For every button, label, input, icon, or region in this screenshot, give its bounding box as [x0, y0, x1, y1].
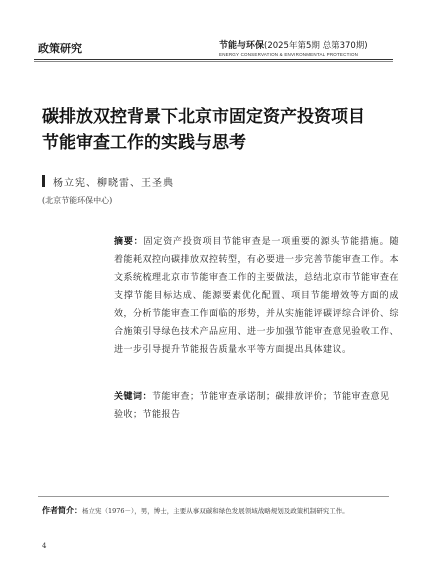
journal-name: 节能与环保	[219, 41, 265, 51]
keywords-label: 关键词：	[114, 392, 153, 402]
affiliation: (北京节能环保中心)	[42, 196, 113, 205]
journal-english-name: ENERGY CONSERVATION & ENVIRONMENTAL PROTECTION	[219, 52, 359, 57]
section-label: 政策研究	[38, 42, 82, 55]
article-title	[42, 104, 402, 156]
abstract-label: 摘要：	[114, 237, 144, 247]
header-rule	[34, 59, 393, 60]
keywords	[114, 388, 399, 424]
journal-header	[219, 38, 389, 57]
header-rule-thin	[34, 61, 393, 62]
page-number: 4	[42, 542, 47, 550]
journal-issue: (2025年第5期 总第370期)	[264, 41, 368, 51]
abstract	[114, 233, 399, 359]
author-bio	[42, 505, 402, 516]
author-bio-text: 杨立宪（1976－），男，博士，主要从事双碳和绿色发展领域战略规划及政策机制研究工作。	[82, 507, 349, 515]
authors: 杨立宪、柳晓雷、王圣典	[53, 178, 174, 189]
author-bio-label: 作者简介：	[42, 506, 82, 515]
journal-title-line	[219, 38, 389, 51]
title-line-1: 碳排放双控背景下北京市固定资产投资项目	[42, 107, 365, 127]
title-line-2: 节能审查工作的实践与思考	[42, 133, 246, 153]
abstract-text: 固定资产投资项目节能审查是一项重要的源头节能措施。随着能耗双控向碳排放双控转型，有必要进一步完善节能审查工作。本文系统梳理北京市节能审查工作的主要做法，总结北京市节能审查在支撑节能目标达成、能源要素优化配置、项目节能增效等方面的成效，分析节能审查工作面临的形势，并从实施能评碳评综合评价、综合施策引导绿色技术产品应用、进一步加强节能审查意见验收工作、进一步引导提升节能报告质量水平等方面提出具体建议。	[114, 237, 400, 355]
keywords-text: 节能审查；节能审查承诺制；碳排放评价；节能审查意见验收；节能报告	[114, 392, 390, 420]
footnote-rule	[38, 496, 389, 497]
authors-marker	[42, 175, 45, 187]
